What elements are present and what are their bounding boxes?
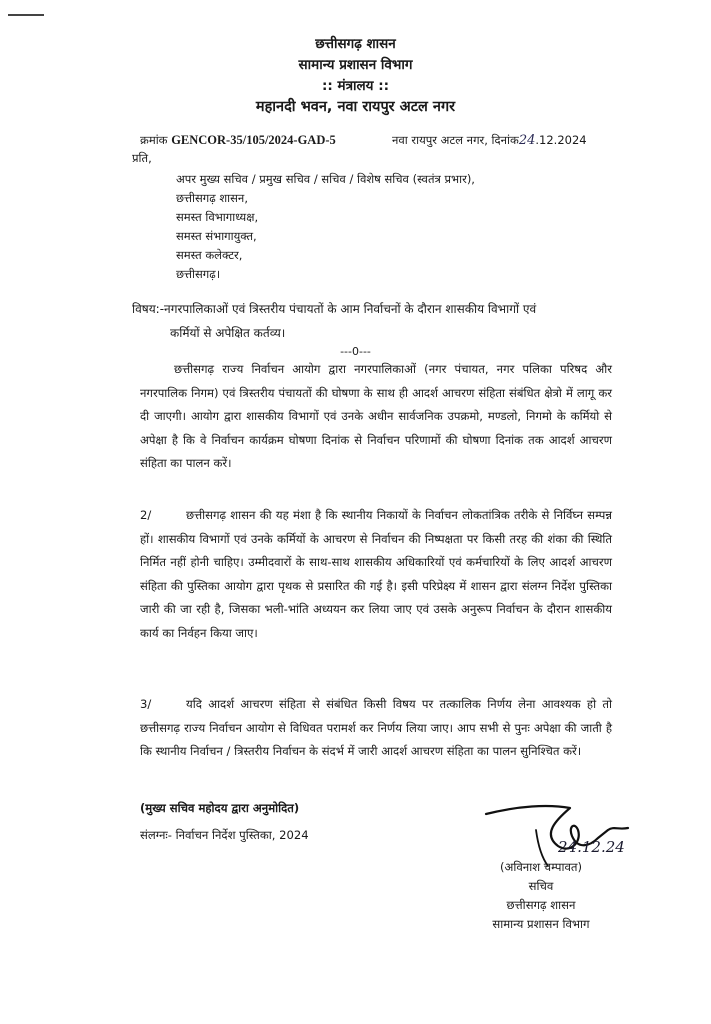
addressee-line: अपर मुख्य सचिव / प्रमुख सचिव / सचिव / विशेष सचिव (स्वतंत्र प्रभार), <box>176 172 475 186</box>
addressee-list <box>176 170 475 284</box>
letterhead <box>0 34 711 118</box>
enclosure-note: संलग्नः- निर्वाचन निर्देश पुस्तिका, 2024 <box>140 828 309 842</box>
letterhead-address: महानदी भवन, नवा रायपुर अटल नगर <box>255 99 456 115</box>
letterhead-ministry: :: मंत्रालय :: <box>322 78 389 94</box>
signatory-government: छत्तीसगढ़ शासन <box>506 898 576 912</box>
paragraph-3 <box>140 693 612 764</box>
place-date-prefix: नवा रायपुर अटल नगर, दिनांक <box>392 133 519 147</box>
addressee-line: समस्त संभागायुक्त, <box>176 229 257 243</box>
place-date <box>392 133 587 148</box>
addressee-line: छत्तीसगढ़ शासन, <box>176 191 248 205</box>
paragraph-3-text: यदि आदर्श आचरण संहिता से संबंधित किसी विषय पर तत्कालिक निर्णय लेना आवश्यक हो तो छत्तीसगढ़ राज्य निर्वाचन आयोग से विधिवत परामर्श कर निर्णय लिया जाए। आप सभी से पुनः अपेक्षा की जाती है कि स्थानीय निर्वाचन / त्रिस्तरीय निर्वाचन के संदर्भ में जारी आदर्श आचरण संहिता का पालन सुनिश्चित करें। <box>140 697 612 758</box>
subject-line-1: विषय:-नगरपालिकाओं एवं त्रिस्तरीय पंचायतों के आम निर्वाचनों के दौरान शासकीय विभागों एवं <box>132 302 537 316</box>
paragraph-2-number: 2/ <box>140 508 152 522</box>
to-label: प्रति, <box>132 151 152 165</box>
approval-note: (मुख्य सचिव महोदय द्वारा अनुमोदित) <box>140 801 300 815</box>
paragraph-3-number: 3/ <box>140 697 152 711</box>
signatory-designation: सचिव <box>528 879 554 893</box>
handwritten-day: 24 <box>518 133 536 148</box>
signatory-department: सामान्य प्रशासन विभाग <box>492 917 590 931</box>
letterhead-government: छत्तीसगढ़ शासन <box>315 36 396 52</box>
addressee-line: समस्त कलेक्टर, <box>176 248 243 262</box>
top-corner-mark <box>8 14 44 16</box>
reference-row <box>140 133 620 148</box>
reference-number: GENCOR-35/105/2024-GAD-5 <box>171 133 336 147</box>
subject <box>132 297 612 345</box>
paragraph-2-text: छत्तीसगढ़ शासन की यह मंशा है कि स्थानीय निकायों के निर्वाचन लोकतांत्रिक तरीके से निर्विघ्न सम्पन्न हों। शासकीय विभागों एवं उनके कर्मियों के आचरण से निर्वाचन की निष्पक्षता पर किसी तरह की शंका की स्थिति निर्मित नहीं होनी चाहिए। उम्मीदवारों के साथ-साथ शासकीय अधिकारियों एवं कर्मचारियों के लिए आदर्श आचरण संहिता की पुस्तिका आयोग द्वारा पृथक से प्रसारित की गई है। इसी परिप्रेक्ष्य में शासन द्वारा संलग्न निर्देश पुस्तिका जारी की जा रही है, जिसका भली-भांति अध्ययन कर लिया जाए एवं उसके अनुरूप निर्वाचन के दौरान शासकीय कार्य का निर्वहन किया जाए। <box>140 508 612 640</box>
paragraph-1: छत्तीसगढ़ राज्य निर्वाचन आयोग द्वारा नगरपालिकाओं (नगर पंचायत, नगर पलिका परिषद और नगरपालिक निगम) एवं त्रिस्तरीय पंचायतों की घोषणा के साथ ही आदर्श आचरण संहिता संबंधित क्षेत्रो में लागू कर दी जाएगी। आयोग द्वारा शासकीय विभागों एवं उनके अधीन सार्वजनिक उपक्रमो, मण्डलो, निगमो के कर्मियो से अपेक्षा है कि वे निर्वाचन कार्यक्रम घोषणा दिनांक से निर्वाचन परिणामों की घोषणा दिनांक तक आदर्श आचरण संहिता का पालन करें। <box>140 362 612 470</box>
reference-number-group <box>140 133 336 147</box>
reference-prefix: क्रमांक <box>140 133 168 147</box>
signatory-block <box>468 858 614 934</box>
letterhead-department: सामान्य प्रशासन विभाग <box>298 57 413 73</box>
month-year: .12.2024 <box>535 133 587 147</box>
section-divider: ---0--- <box>340 345 371 358</box>
subject-line-2: कर्मियों से अपेक्षित कर्तव्य। <box>170 326 286 340</box>
addressee-line: समस्त विभागाध्यक्ष, <box>176 210 259 224</box>
signature-date: 24.12.24 <box>558 838 625 856</box>
paragraph-2 <box>140 504 612 645</box>
signatory-name: (अविनाश चम्पावत) <box>499 860 583 874</box>
addressee-line: छत्तीसगढ़। <box>176 267 221 281</box>
